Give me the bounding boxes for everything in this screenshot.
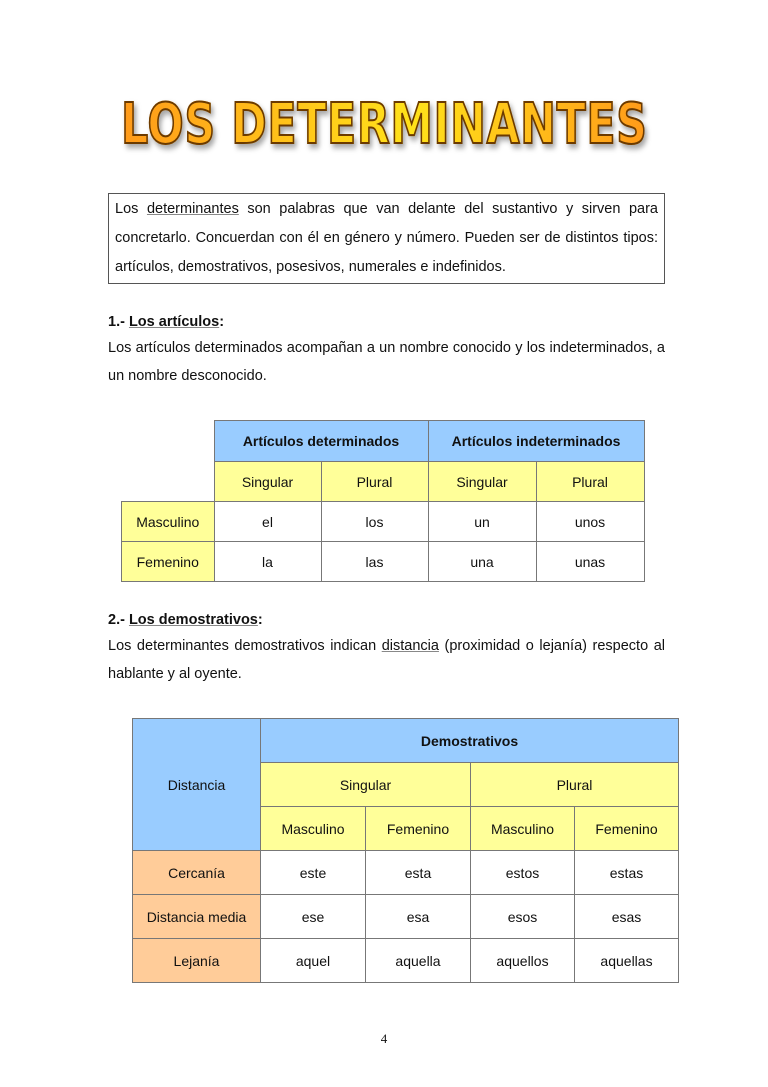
text: : [257,612,263,628]
row-label: Distancia media [133,895,261,939]
text: Los demostrativos [128,612,258,628]
section-2-heading [108,608,665,632]
sub-header: Masculino [471,807,575,851]
cell: un [428,502,536,542]
sub-header: Plural [321,462,428,502]
demonstratives-table [132,718,679,983]
cell: la [214,542,321,582]
text: 1.- [108,314,129,330]
cell: esta [366,851,471,895]
sub-header: Singular [214,462,321,502]
cell: el [214,502,321,542]
text: : [219,314,225,330]
header-indeterminados: Artículos indeterminados [428,421,644,462]
text: Los determinantes demostrativos indican [108,638,382,654]
text: (proximidad o lejanía) respecto al hablante y al oyente. [108,638,665,682]
intro-text-rest: son palabras que van delante del sustantivo y sirven para concretarlo. Concuerdan con él en género y número. Pueden ser de distintos tipos: artículos, demostrativos, posesivos, numerales e indefinidos. [115,201,658,275]
cell: este [261,851,366,895]
content-column [108,193,665,390]
cell: aquella [366,939,471,983]
text: 2.- [108,612,129,628]
text: Los artículos [128,314,220,330]
cell: aquel [261,939,366,983]
content-column-2 [108,608,665,688]
cell: esa [366,895,471,939]
row-label: Masculino [122,502,215,542]
cell: los [321,502,428,542]
cell: las [321,542,428,582]
header-singular: Singular [261,763,471,807]
table-row [122,502,645,542]
title-container [0,92,768,158]
corner-header: Distancia [133,719,261,851]
cell: unas [536,542,644,582]
sub-header: Masculino [261,807,366,851]
row-label: Cercanía [133,851,261,895]
sub-header: Femenino [575,807,679,851]
sub-header: Femenino [366,807,471,851]
header-plural: Plural [471,763,679,807]
table-row [122,542,645,582]
cell: aquellas [575,939,679,983]
page-number: 4 [380,1031,388,1046]
section-2-text [108,632,665,688]
distancia-link[interactable]: distancia [381,638,439,654]
cell: aquellos [471,939,575,983]
cell: una [428,542,536,582]
articles-table [121,420,645,582]
cell: estas [575,851,679,895]
header-determinados: Artículos determinados [214,421,428,462]
page-title: LOS DETERMINANTES [120,92,648,157]
row-label: Femenino [122,542,215,582]
intro-box [108,193,665,284]
header-demostrativos: Demostrativos [261,719,679,763]
table-row [133,851,679,895]
cell: estos [471,851,575,895]
section-1-heading [108,310,665,334]
sub-header: Singular [428,462,536,502]
sub-header: Plural [536,462,644,502]
cell: esas [575,895,679,939]
table-row [133,939,679,983]
determinantes-link[interactable]: determinantes [146,201,239,217]
cell: unos [536,502,644,542]
row-label: Lejanía [133,939,261,983]
intro-text: Los [115,201,147,217]
cell: esos [471,895,575,939]
table-row [133,895,679,939]
section-1-text: Los artículos determinados acompañan a un nombre conocido y los indeterminados, a un nombre desconocido. [108,340,665,384]
cell: ese [261,895,366,939]
